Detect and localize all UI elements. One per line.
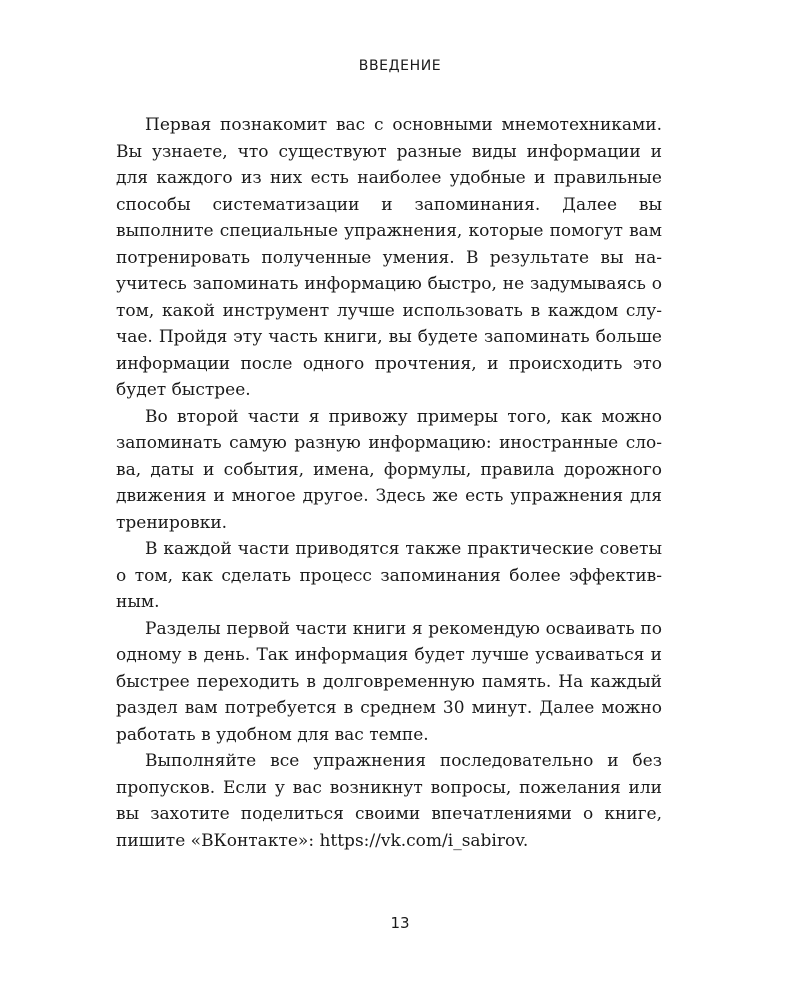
paragraph-practical-tips: В каждой части приводятся также практические советы о том, как сделать процесс запоминания более эффективным. xyxy=(116,539,662,612)
paragraph-contact: Выполняйте все упражнения последовательно и без пропусков. Если у вас возникнут вопросы, пожелания или вы захотите поделиться своими впечатлениями о книге, пишите «ВКонтакте»: https://vk.com/i_sabirov. xyxy=(116,751,662,851)
paragraph-study-pace: Разделы первой части книги я рекомендую осваивать по одному в день. Так информация будет лучше усваиваться и быстрее переходить в долговременную память. На каждый раздел вам потребуется в среднем 30 минут. Далее можно работать в удобном для вас темпе. xyxy=(116,618,662,745)
page-number: 13 xyxy=(390,914,410,932)
paragraph-second-part: Во второй части я привожу примеры того, как можно запоминать самую разную информацию: иностранные слова, даты и события, имена, формулы, правила дорожного движения и многое другое. Здесь же есть упражнения для тренировки. xyxy=(116,406,662,533)
running-head: ВВЕДЕНИЕ xyxy=(358,58,442,74)
paragraph-first-part: Первая познакомит вас с основными мнемотехниками. Вы узнаете, что существуют разные виды информации и для каждого из них есть наиболее удобные и правильные способы систематизации и запоминания. Далее вы выполните специальные упражнения, которые помогут вам потренировать полученные умения. В результате вы научитесь запоминать информацию быстро, не задумываясь о том, какой инструмент лучше использовать в каждом случае. Пройдя эту часть книги, вы будете запоминать больше информации после одного прочтения, и происходить это будет быстрее. xyxy=(116,115,662,400)
body-text xyxy=(116,112,662,854)
